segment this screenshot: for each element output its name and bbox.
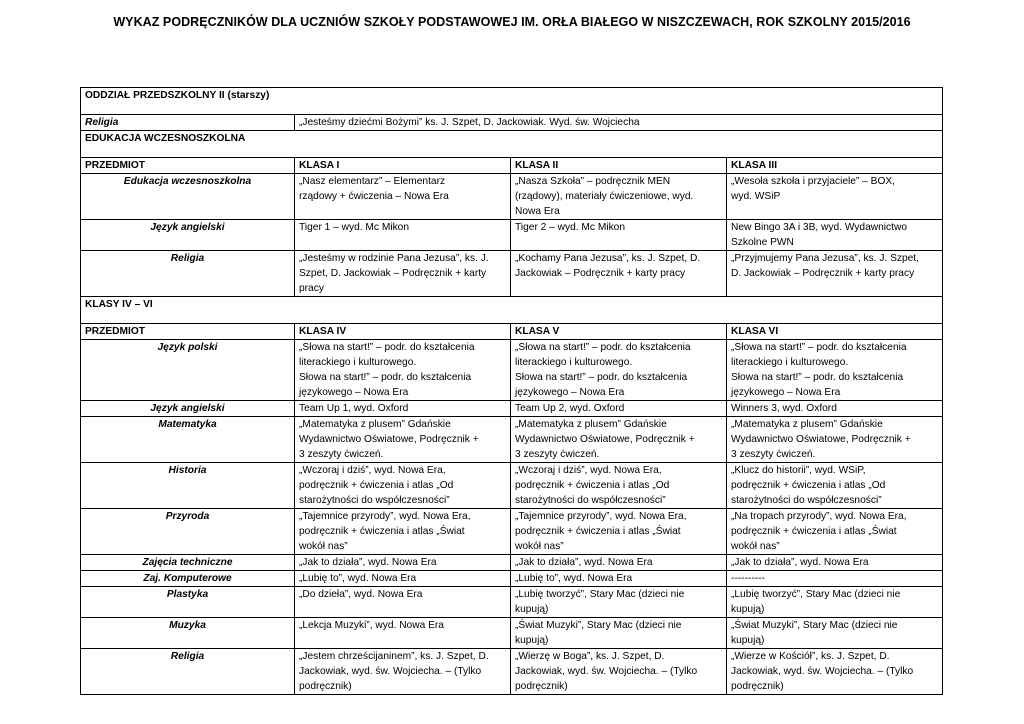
book-cell: Winners 3, wyd. Oxford: [727, 401, 943, 417]
book-cell: „Jesteśmy dziećmi Bożymi” ks. J. Szpet, D. Jackowiak. Wyd. św. Wojciecha: [295, 115, 943, 131]
table-row: [81, 174, 943, 220]
subject-cell: Język angielski: [81, 220, 295, 251]
table-row: [81, 555, 943, 571]
book-cell: „Nasza Szkoła” – podręcznik MEN (rządowy), materiały ćwiczeniowe, wyd. Nowa Era: [511, 174, 727, 220]
book-cell: „Wierzę w Boga”, ks. J. Szpet, D. Jackowiak, wyd. św. Wojciecha. – (Tylko podręcznik): [511, 649, 727, 695]
table-row: [81, 340, 943, 401]
book-cell: „Jak to działa”, wyd. Nowa Era: [727, 555, 943, 571]
book-cell: „Lekcja Muzyki”, wyd. Nowa Era: [295, 618, 511, 649]
book-cell: New Bingo 3A i 3B, wyd. Wydawnictwo Szkolne PWN: [727, 220, 943, 251]
subject-cell: Religia: [81, 251, 295, 297]
subject-cell: Muzyka: [81, 618, 295, 649]
book-cell: „Matematyka z plusem” Gdańskie Wydawnictwo Oświatowe, Podręcznik + 3 zeszyty ćwiczeń.: [295, 417, 511, 463]
book-cell: „Wczoraj i dziś”, wyd. Nowa Era, podręcznik + ćwiczenia i atlas „Od starożytności do współczesności”: [511, 463, 727, 509]
column-header-row: [81, 324, 943, 340]
book-cell: „Wierze w Kościół”, ks. J. Szpet, D. Jackowiak, wyd. św. Wojciecha. – (Tylko podręcznik): [727, 649, 943, 695]
column-header: PRZEDMIOT: [81, 158, 295, 174]
book-cell: Tiger 2 – wyd. Mc Mikon: [511, 220, 727, 251]
book-cell: „Jak to działa”, wyd. Nowa Era: [511, 555, 727, 571]
column-header-row: [81, 158, 943, 174]
column-header: KLASA I: [295, 158, 511, 174]
book-cell: „Klucz do historii”, wyd. WSiP, podręcznik + ćwiczenia i atlas „Od starożytności do współczesności”: [727, 463, 943, 509]
table-row: [81, 463, 943, 509]
book-cell: Tiger 1 – wyd. Mc Mikon: [295, 220, 511, 251]
table-row: [81, 649, 943, 695]
column-header: PRZEDMIOT: [81, 324, 295, 340]
book-cell: „Słowa na start!” – podr. do kształcenia literackiego i kulturowego. Słowa na start!” – podr. do kształcenia językowego – Nowa Era: [511, 340, 727, 401]
book-cell: „Lubię tworzyć”, Stary Mac (dzieci nie kupują): [727, 587, 943, 618]
column-header: KLASA III: [727, 158, 943, 174]
section-header-early-education: [81, 131, 943, 158]
column-header: KLASA IV: [295, 324, 511, 340]
book-cell: „Lubię to”, wyd. Nowa Era: [295, 571, 511, 587]
subject-cell: Zajęcia techniczne: [81, 555, 295, 571]
section-title: ODDZIAŁ PRZEDSZKOLNY II (starszy): [81, 88, 943, 115]
subject-cell: Religia: [81, 115, 295, 131]
book-cell: „Wczoraj i dziś”, wyd. Nowa Era, podręcznik + ćwiczenia i atlas „Od starożytności do współczesności”: [295, 463, 511, 509]
table-row: [81, 251, 943, 297]
book-cell: „Tajemnice przyrody”, wyd. Nowa Era, podręcznik + ćwiczenia i atlas „Świat wokół nas”: [511, 509, 727, 555]
book-cell: „Słowa na start!” – podr. do kształcenia literackiego i kulturowego. Słowa na start!” – podr. do kształcenia językowego – Nowa Era: [727, 340, 943, 401]
section-title: EDUKACJA WCZESNOSZKOLNA: [81, 131, 943, 158]
book-cell: „Kochamy Pana Jezusa”, ks. J. Szpet, D. Jackowiak – Podręcznik + karty pracy: [511, 251, 727, 297]
subject-cell: Matematyka: [81, 417, 295, 463]
book-cell: Team Up 1, wyd. Oxford: [295, 401, 511, 417]
subject-cell: Edukacja wczesnoszkolna: [81, 174, 295, 220]
book-cell: „Przyjmujemy Pana Jezusa”, ks. J. Szpet, D. Jackowiak – Podręcznik + karty pracy: [727, 251, 943, 297]
section-title: KLASY IV – VI: [81, 297, 943, 324]
section-header-grades-4-6: [81, 297, 943, 324]
subject-cell: Zaj. Komputerowe: [81, 571, 295, 587]
book-cell: „Na tropach przyrody”, wyd. Nowa Era, podręcznik + ćwiczenia i atlas „Świat wokół nas”: [727, 509, 943, 555]
column-header: KLASA V: [511, 324, 727, 340]
book-cell: „Matematyka z plusem” Gdańskie Wydawnictwo Oświatowe, Podręcznik + 3 zeszyty ćwiczeń.: [511, 417, 727, 463]
section-header-preschool: [81, 88, 943, 115]
subject-cell: Plastyka: [81, 587, 295, 618]
column-header: KLASA II: [511, 158, 727, 174]
table-row: [81, 587, 943, 618]
book-cell: „Słowa na start!” – podr. do kształcenia literackiego i kulturowego. Słowa na start!” – podr. do kształcenia językowego – Nowa Era: [295, 340, 511, 401]
subject-cell: Religia: [81, 649, 295, 695]
subject-cell: Przyroda: [81, 509, 295, 555]
column-header: KLASA VI: [727, 324, 943, 340]
table-row: [81, 618, 943, 649]
book-cell: „Lubię tworzyć”, Stary Mac (dzieci nie kupują): [511, 587, 727, 618]
book-cell: „Wesoła szkoła i przyjaciele” – BOX, wyd. WSiP: [727, 174, 943, 220]
book-cell: „Jak to działa”, wyd. Nowa Era: [295, 555, 511, 571]
book-cell: „Świat Muzyki”, Stary Mac (dzieci nie kupują): [511, 618, 727, 649]
table-row: [81, 220, 943, 251]
table-row: [81, 417, 943, 463]
book-cell: „Do dzieła”, wyd. Nowa Era: [295, 587, 511, 618]
textbook-table: [80, 87, 943, 695]
book-cell: „Jesteśmy w rodzinie Pana Jezusa”, ks. J. Szpet, D. Jackowiak – Podręcznik + karty pracy: [295, 251, 511, 297]
document-title: WYKAZ PODRĘCZNIKÓW DLA UCZNIÓW SZKOŁY PODSTAWOWEJ IM. ORŁA BIAŁEGO W NISZCZEWACH, ROK SZKOLNY 2015/2016: [113, 15, 911, 29]
table-row: [81, 401, 943, 417]
book-cell: „Świat Muzyki”, Stary Mac (dzieci nie kupują): [727, 618, 943, 649]
subject-cell: Język polski: [81, 340, 295, 401]
table-row: [81, 509, 943, 555]
preschool-religia-row: [81, 115, 943, 131]
book-cell: „Tajemnice przyrody”, wyd. Nowa Era, podręcznik + ćwiczenia i atlas „Świat wokół nas”: [295, 509, 511, 555]
book-cell: „Jestem chrześcijaninem”, ks. J. Szpet, D. Jackowiak, wyd. św. Wojciecha. – (Tylko podręcznik): [295, 649, 511, 695]
book-cell: „Nasz elementarz” – Elementarz rządowy + ćwiczenia – Nowa Era: [295, 174, 511, 220]
book-cell: Team Up 2, wyd. Oxford: [511, 401, 727, 417]
table-row: [81, 571, 943, 587]
subject-cell: Język angielski: [81, 401, 295, 417]
book-cell: ----------: [727, 571, 943, 587]
book-cell: „Lubię to”, wyd. Nowa Era: [511, 571, 727, 587]
book-cell: „Matematyka z plusem” Gdańskie Wydawnictwo Oświatowe, Podręcznik + 3 zeszyty ćwiczeń.: [727, 417, 943, 463]
subject-cell: Historia: [81, 463, 295, 509]
